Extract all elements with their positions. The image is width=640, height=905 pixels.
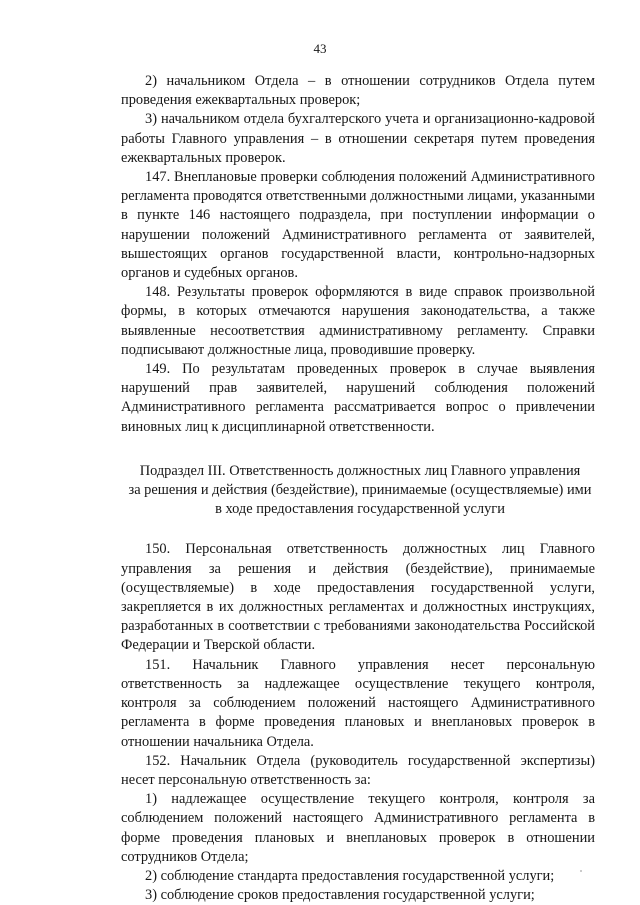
paragraph-148: 148. Результаты проверок оформляются в виде справок произвольной формы, в которых отмечаются нарушения законодательства, а также выявленные несоответствия административному регламенту. Справки подписывают должностные лица, проводившие проверку. bbox=[121, 284, 595, 358]
paragraph-152-item-3: 3) соблюдение сроков предоставления государственной услуги; bbox=[145, 887, 535, 904]
page-number: 43 bbox=[313, 41, 327, 56]
section-heading-line-1: Подраздел III. Ответственность должностных лиц Главного управления bbox=[139, 462, 581, 479]
paragraph-item-2: 2) начальником Отдела – в отношении сотрудников Отдела путем проведения ежеквартальных проверок; bbox=[121, 73, 595, 109]
paragraph-149: 149. По результатам проведенных проверок в случае выявления нарушений прав заявителей, нарушений соблюдения положений Административного регламента рассматривается вопрос о привлечении виновных лиц к дисциплинарной ответственности. bbox=[121, 361, 595, 435]
paragraph-147: 147. Внеплановые проверки соблюдения положений Административного регламента проводятся ответственными должностными лицами, указанными в пункте 146 настоящего подраздела, при поступлении информации о нарушении положений Административного регламента от заявителей, вышестоящих органов государственной власти, контрольно-надзорных органов и судебных органов. bbox=[121, 169, 595, 282]
paragraph-152-item-1: 1) надлежащее осуществление текущего контроля, контроля за соблюдением положений настоящего Административного регламента в форме проведения плановых и внеплановых проверок в отношении сотрудников Отдела; bbox=[121, 791, 595, 865]
section-heading-line-2: за решения и действия (бездействие), принимаемые (осуществляемые) ими bbox=[128, 482, 592, 499]
paragraph-150: 150. Персональная ответственность должностных лиц Главного управления за решения и действия (бездействие), принимаемые (осуществляемые) в ходе предоставления государственной услуги, закрепляется в их должностных регламентах и должностных инструкциях, разработанных в соответствии с требованиями законодательства Российской Федерации и Тверской области. bbox=[121, 541, 595, 654]
document-body bbox=[121, 72, 595, 905]
scan-speck bbox=[580, 870, 582, 872]
paragraph-151: 151. Начальник Главного управления несет персональную ответственность за надлежащее осуществление текущего контроля, контроля за соблюдением положений настоящего Административного регламента в форме проведения плановых и внеплановых проверок в отношении начальника Отдела. bbox=[121, 656, 595, 750]
paragraph-152: 152. Начальник Отдела (руководитель государственной экспертизы) несет персональную ответственность за: bbox=[121, 752, 595, 788]
section-heading-line-3: в ходе предоставления государственной услуги bbox=[215, 501, 505, 518]
section-heading bbox=[109, 462, 611, 520]
paragraph-item-3: 3) начальником отдела бухгалтерского учета и организационно-кадровой работы Главного управления – в отношении секретаря путем проведения ежеквартальных проверок. bbox=[121, 111, 595, 166]
paragraph-152-item-2: 2) соблюдение стандарта предоставления государственной услуги; bbox=[145, 867, 555, 884]
